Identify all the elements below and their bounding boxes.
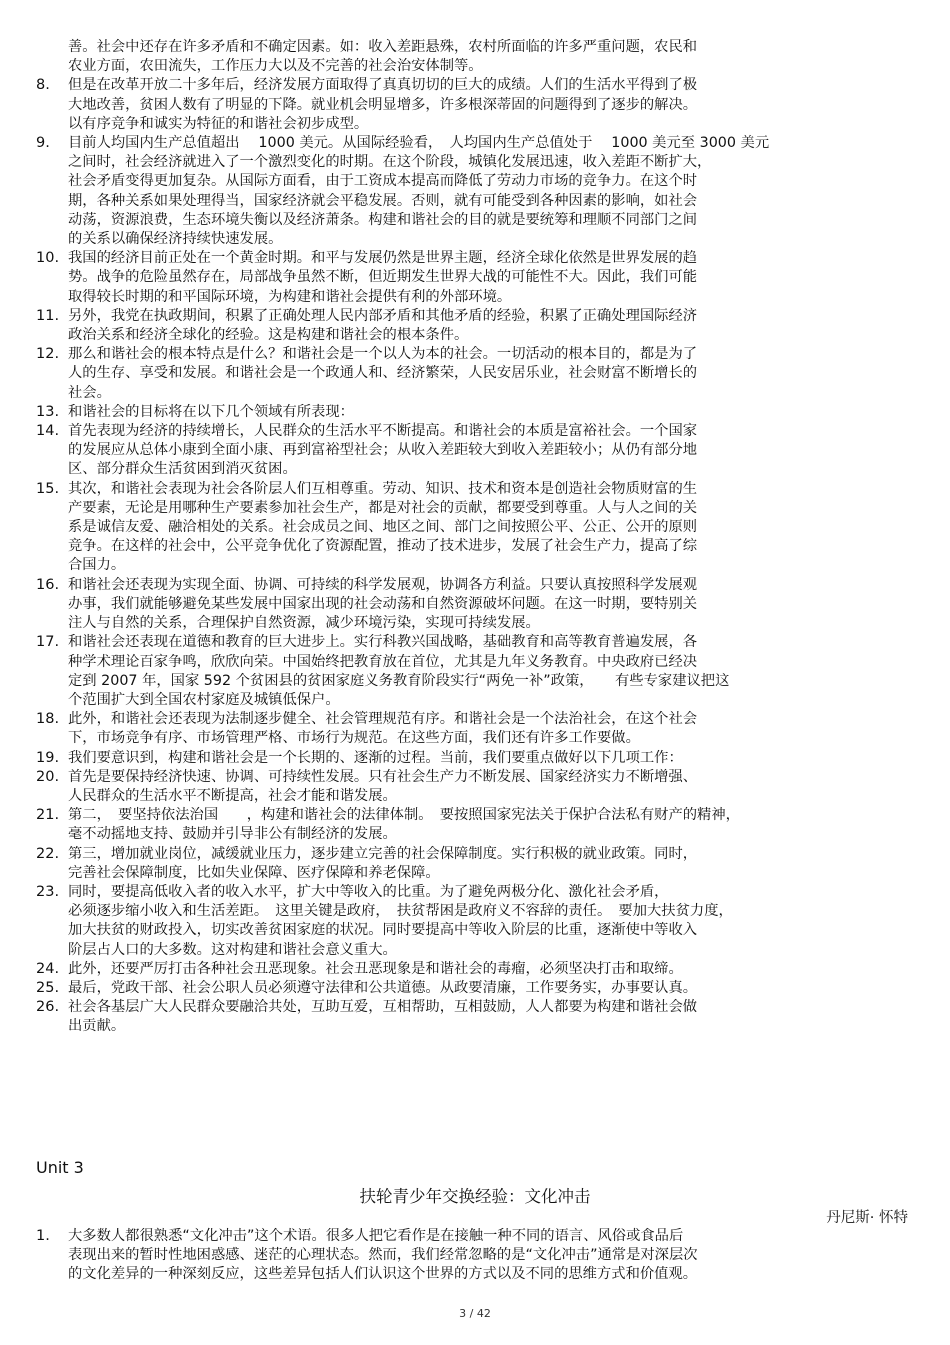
item-text [68, 1227, 916, 1285]
text-line: 合国力。 [68, 557, 126, 574]
list-item [36, 998, 916, 1036]
item-number: 21. [36, 807, 60, 824]
text-line: 社会各基层广大人民群众要融洽共处，互助互爱，互相帮助，互相鼓励，人人都要为构建和谐社会做 [68, 999, 698, 1016]
item-text [68, 76, 916, 134]
item-number: 23. [36, 883, 60, 900]
item-number: 1. [36, 1228, 50, 1244]
text-line: 社会矛盾变得更加复杂。从国际方面看，由于工资成本提高而降低了劳动力市场的竞争力。在这个时 [68, 173, 698, 190]
item-number: 10. [36, 250, 60, 267]
text-line: 表现出来的暂时性地困惑感、迷茫的心理状态。然而，我们经常忽略的是“文化冲击”通常是对深层次 [68, 1247, 698, 1264]
text-line: 此外，还要严厉打击各种社会丑恶现象。社会丑恶现象是和谐社会的毒瘤，必须坚决打击和取缔。 [68, 960, 683, 977]
list-item [36, 768, 916, 806]
list-item [36, 576, 916, 634]
text-line: 善。社会中还存在许多矛盾和不确定因素。如：收入差距悬殊，农村所面临的许多严重问题，农民和 [68, 39, 698, 55]
list-item [36, 403, 916, 422]
text-line: 政治关系和经济全球化的经验。这是构建和谐社会的根本条件。 [68, 327, 469, 344]
text-line: 另外，我党在执政期间，积累了正确处理人民内部矛盾和其他矛盾的经验，积累了正确处理国际经济 [68, 307, 698, 324]
text-line: 社会。 [68, 384, 111, 401]
item-number: 24. [36, 960, 60, 977]
item-text [68, 960, 916, 979]
item-number: 8. [36, 77, 50, 94]
text-line: 加大扶贫的财政投入，切实改善贫困家庭的状况。同时要提高中等收入阶层的比重，逐渐使中等收入 [68, 922, 698, 939]
list-item [36, 883, 916, 960]
text-line: 大多数人都很熟悉“文化冲击”这个术语。很多人把它看作是在接触一种不同的语言、风俗或食品后 [68, 1228, 684, 1244]
text-line: 第二， 要坚持依法治国 ，构建和谐社会的法律体制。 要按照国家宪法关于保护合法私有财产的精神， [68, 807, 740, 824]
text-line: 和谐社会还表现在道德和教育的巨大进步上。实行科教兴国战略，基础教育和高等教育普遍发展，各 [68, 634, 698, 651]
text-line: 那么和谐社会的根本特点是什么？和谐社会是一个以人为本的社会。一切活动的根本目的，都是为了 [68, 346, 698, 363]
item-text [68, 134, 916, 249]
text-line: 出贡献。 [68, 1018, 126, 1035]
item-number: 16. [36, 576, 60, 593]
text-line: 但是在改革开放二十多年后，经济发展方面取得了真真切切的巨大的成绩。人们的生活水平得到了极 [68, 77, 698, 94]
item-text [68, 710, 916, 748]
text-line: 此外，和谐社会还表现为法制逐步健全、社会管理规范有序。和谐社会是一个法治社会，在这个社会 [68, 711, 698, 728]
text-line: 大地改善，贫困人数有了明显的下降。就业机会明显增多，许多根深蒂固的问题得到了逐步的解决。 [68, 96, 698, 113]
text-line: 竞争。在这样的社会中，公平竞争优化了资源配置，推动了技术进步，发展了社会生产力，提高了综 [68, 538, 698, 555]
text-line: 个范围扩大到全国农村家庭及城镇低保户。 [68, 691, 340, 708]
item-text [68, 249, 916, 307]
text-line: 期，各种关系如果处理得当，国家经济就会平稳发展。否则，就有可能受到各种因素的影响，如社会 [68, 192, 698, 209]
item-text [68, 345, 916, 403]
list-item [36, 710, 916, 748]
item-number: 13. [36, 403, 60, 420]
text-line: 目前人均国内生产总值超出 1000 美元。从国际经验看， 人均国内生产总值处于 1000 美元至 3000 美元 [68, 135, 770, 152]
text-line: 必须逐步缩小收入和生活差距。 这里关键是政府， 扶贫帮困是政府义不容辞的责任。 要加大扶贫力度， [68, 903, 733, 920]
list-item [36, 345, 916, 403]
text-line: 我国的经济目前正处在一个黄金时期。和平与发展仍然是世界主题，经济全球化依然是世界发展的趋 [68, 250, 698, 267]
text-line: 和谐社会的目标将在以下几个领域有所表现： [68, 403, 354, 420]
item-number: 19. [36, 749, 60, 766]
text-line: 首先是要保持经济快速、协调、可持续性发展。只有社会生产力不断发展、国家经济实力不断增强、 [68, 768, 698, 785]
list-item [36, 633, 916, 710]
item-text [68, 749, 916, 768]
list-item [36, 422, 916, 480]
text-line: 人民群众的生活水平不断提高，社会才能和谐发展。 [68, 787, 397, 804]
item-number: 18. [36, 711, 60, 728]
article-title: 扶轮青少年交换经验：文化冲击 [359, 1187, 591, 1206]
text-line: 的关系以确保经济持续快速发展。 [68, 231, 283, 248]
list-item [36, 845, 916, 883]
item-number: 20. [36, 768, 60, 785]
text-line: 最后，党政干部、社会公职人员必须遵守法律和公共道德。从政要清廉，工作要务实，办事要认真。 [68, 979, 698, 996]
list-item [36, 134, 916, 249]
text-line: 以有序竞争和诚实为特征的和谐社会初步成型。 [68, 115, 369, 132]
item-number: 26. [36, 999, 60, 1016]
item-number: 22. [36, 845, 60, 862]
item-number: 17. [36, 634, 60, 651]
author-name: 丹尼斯· 怀特 [826, 1210, 908, 1226]
list-item [36, 806, 916, 844]
text-line: 同时，要提高低收入者的收入水平，扩大中等收入的比重。为了避免两极分化、激化社会矛盾， [68, 883, 669, 900]
item-number: 14. [36, 423, 60, 440]
item-text [68, 883, 916, 960]
page-number: 3 / 42 [459, 1307, 491, 1320]
text-line: 势。战争的危险虽然存在，局部战争虽然不断，但近期发生世界大战的可能性不大。因此，我们可能 [68, 269, 698, 286]
unit-numbered-list [36, 1227, 916, 1285]
text-line: 我们要意识到，构建和谐社会是一个长期的、逐渐的过程。当前，我们要重点做好以下几项工作： [68, 749, 683, 766]
text-line: 产要素，无论是用哪种生产要素参加社会生产，都是对社会的贡献，都要受到尊重。人与人之间的关 [68, 499, 698, 516]
text-line: 农业方面，农田流失，工作压力大以及不完善的社会治安体制等。 [68, 58, 483, 75]
list-item [36, 76, 916, 134]
item-text [68, 576, 916, 634]
text-line: 办事，我们就能够避免某些发展中国家出现的社会动荡和自然资源破坏问题。在这一时期，要特别关 [68, 595, 698, 612]
list-item [36, 1227, 916, 1285]
item-text [68, 998, 916, 1036]
text-line: 种学术理论百家争鸣，欣欣向荣。中国始终把教育放在首位，尤其是九年义务教育。中央政府已经决 [68, 653, 698, 670]
item-number: 12. [36, 346, 60, 363]
item-text [68, 979, 916, 998]
item-text [68, 806, 916, 844]
item-number: 9. [36, 135, 50, 152]
continued-paragraph [36, 38, 916, 76]
text-line: 其次，和谐社会表现为社会各阶层人们互相尊重。劳动、知识、技术和资本是创造社会物质财富的生 [68, 480, 698, 497]
text-line: 的文化差异的一种深刻反应，这些差异包括人们认识这个世界的方式以及不同的思维方式和价值观。 [68, 1266, 698, 1283]
text-line: 的发展应从总体小康到全面小康、再到富裕型社会；从收入差距较大到收入差距较小；从仍有部分地 [68, 442, 698, 459]
item-text [68, 480, 916, 576]
text-line: 阶层占人口的大多数。这对构建和谐社会意义重大。 [68, 941, 397, 958]
text-line: 定到 2007 年，国家 592 个贫困县的贫困家庭义务教育阶段实行“两免一补”政策， 有些专家建议把这 [68, 672, 730, 689]
text-line: 注人与自然的关系，合理保护自然资源，减少环境污染，实现可持续发展。 [68, 615, 540, 632]
text-line: 系是诚信友爱、融洽相处的关系。社会成员之间、地区之间、部门之间按照公平、公正、公开的原则 [68, 519, 698, 536]
text-line: 第三，增加就业岗位，减缓就业压力，逐步建立完善的社会保障制度。实行积极的就业政策。同时， [68, 845, 698, 862]
text-line: 完善社会保障制度，比如失业保障、医疗保障和养老保障。 [68, 864, 440, 881]
list-item [36, 480, 916, 576]
list-item [36, 249, 916, 307]
list-item [36, 960, 916, 979]
text-line: 区、部分群众生活贫困到消灭贫困。 [68, 461, 297, 478]
text-line: 首先表现为经济的持续增长，人民群众的生活水平不断提高。和谐社会的本质是富裕社会。一个国家 [68, 423, 698, 440]
text-line: 取得较长时期的和平国际环境，为构建和谐社会提供有利的外部环境。 [68, 288, 512, 305]
item-number: 15. [36, 480, 60, 497]
unit-heading: Unit 3 [36, 1158, 84, 1177]
item-text [68, 403, 916, 422]
text-line: 人的生存、享受和发展。和谐社会是一个政通人和、经济繁荣，人民安居乐业，社会财富不断增长的 [68, 365, 698, 382]
item-number: 11. [36, 307, 60, 324]
item-text [68, 768, 916, 806]
text-line: 毫不动摇地支持、鼓励并引导非公有制经济的发展。 [68, 826, 397, 843]
item-text [68, 307, 916, 345]
text-line: 下，市场竞争有序、市场管理严格、市场行为规范。在这些方面，我们还有许多工作要做。 [68, 730, 640, 747]
item-text [68, 845, 916, 883]
list-item [36, 307, 916, 345]
text-line: 之间时，社会经济就进入了一个激烈变化的时期。在这个阶段，城镇化发展迅速，收入差距不断扩大， [68, 154, 712, 171]
item-text [68, 633, 916, 710]
list-item [36, 979, 916, 998]
text-line: 动荡，资源浪费，生态环境失衡以及经济萧条。构建和谐社会的目的就是要统筹和理顺不同部门之间 [68, 211, 698, 228]
item-text [68, 422, 916, 480]
list-item [36, 749, 916, 768]
text-line: 和谐社会还表现为实现全面、协调、可持续的科学发展观，协调各方利益。只要认真按照科学发展观 [68, 576, 698, 593]
numbered-list [36, 38, 916, 1037]
item-number: 25. [36, 979, 60, 996]
